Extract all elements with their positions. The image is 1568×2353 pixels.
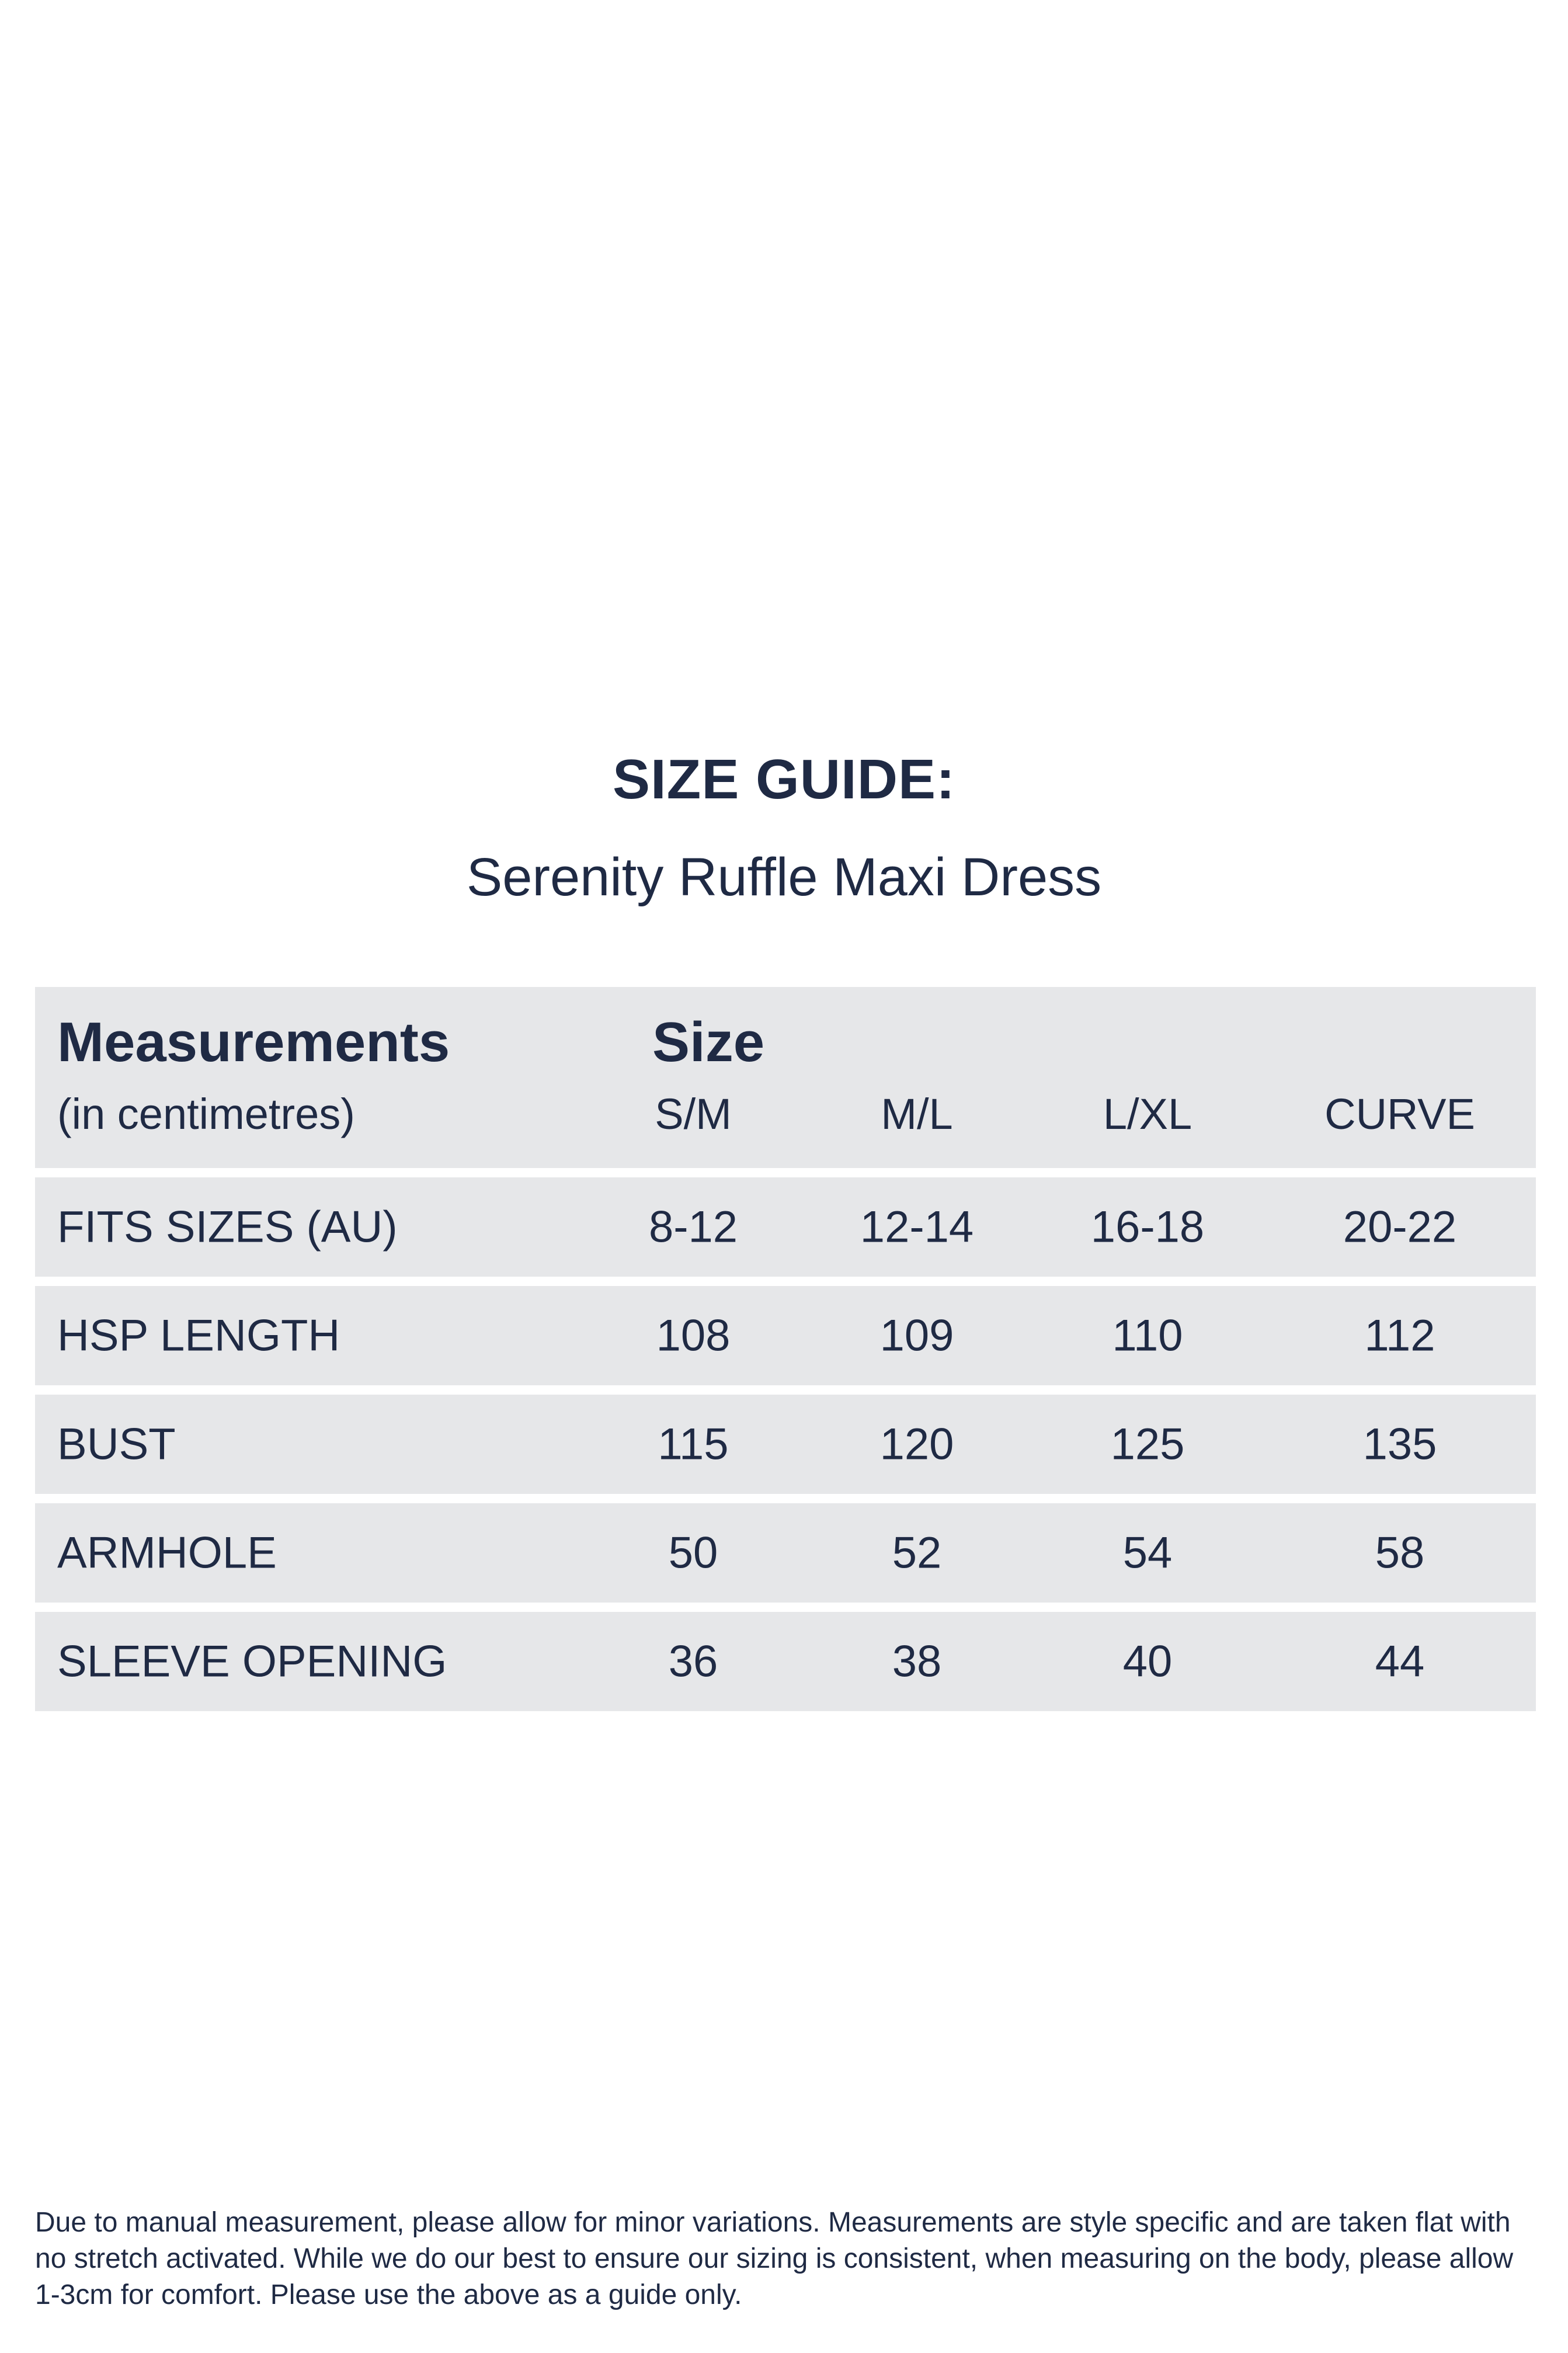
table-cell: 108 [656,1311,731,1361]
table-cell: 109 [879,1311,954,1361]
table-cell: 52 [892,1528,942,1578]
table-row-sleeve-opening [35,1612,1536,1711]
table-row-fits-sizes [35,1177,1536,1277]
row-label: BUST [57,1419,176,1469]
row-label: HSP LENGTH [57,1311,340,1361]
column-header-m-l: M/L [881,1090,953,1138]
table-cell: 12-14 [860,1202,974,1252]
table-row-bust [35,1395,1536,1494]
table-cell: 8-12 [648,1202,738,1252]
table-cell: 54 [1122,1528,1173,1578]
page-title: SIZE GUIDE: [612,748,956,811]
row-label: SLEEVE OPENING [57,1636,447,1687]
table-cell: 44 [1375,1636,1425,1687]
table-header-row [35,987,1536,1168]
table-cell: 20-22 [1343,1202,1457,1252]
table-cell: 16-18 [1090,1202,1205,1252]
row-label: ARMHOLE [57,1528,277,1578]
size-heading: Size [652,1011,765,1073]
row-label: FITS SIZES (AU) [57,1202,398,1252]
column-header-s-m: S/M [655,1090,732,1138]
table-row-hsp-length [35,1286,1536,1385]
table-cell: 125 [1110,1419,1185,1469]
table-cell: 50 [668,1528,718,1578]
column-header-curve: CURVE [1324,1090,1475,1138]
table-row-armhole [35,1503,1536,1603]
column-header-l-xl: L/XL [1103,1090,1192,1138]
table-cell: 112 [1364,1311,1435,1361]
table-cell: 36 [668,1636,718,1687]
units-note: (in centimetres) [57,1090,355,1138]
table-cell: 40 [1122,1636,1173,1687]
product-name: Serenity Ruffle Maxi Dress [466,847,1102,907]
table-cell: 110 [1112,1311,1183,1361]
table-cell: 135 [1362,1419,1437,1469]
table-cell: 115 [658,1419,729,1469]
table-cell: 58 [1375,1528,1425,1578]
table-cell: 120 [879,1419,954,1469]
table-cell: 38 [892,1636,942,1687]
measurement-disclaimer: Due to manual measurement, please allow for minor variations. Measurements are style specific and are taken flat with no stretch activated. While we do our best to ensure our sizing is consistent, when measuring on the body, please allow 1-3cm for comfort. Please use the above as a guide only. [35,2207,1514,2310]
measurements-heading: Measurements [57,1011,450,1073]
size-guide-table [35,987,1536,1721]
